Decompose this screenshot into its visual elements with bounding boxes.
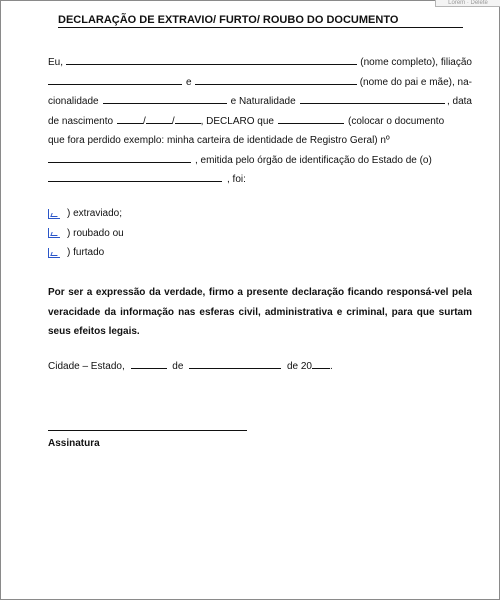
checkbox-icon[interactable]: [48, 228, 60, 238]
text-year-prefix: de 20: [286, 361, 312, 372]
line-nationality: [48, 92, 472, 112]
text-city-state: Cidade – Estado,: [48, 361, 125, 372]
text-parents-hint: (nome do pai e mãe), na-: [359, 76, 472, 88]
text-de: de: [172, 361, 184, 372]
document-type-blank[interactable]: [278, 114, 344, 124]
corner-tab[interactable]: Lorem · Delete: [435, 0, 500, 7]
document-title: DECLARAÇÃO DE EXTRAVIO/ FURTO/ ROUBO DO DOCUMENTO: [58, 13, 463, 28]
option-roubado[interactable]: [48, 224, 124, 244]
line-document-example: [48, 131, 472, 151]
signature-line[interactable]: [48, 430, 247, 431]
month-blank[interactable]: [189, 359, 281, 369]
line-birthdate: [48, 112, 472, 132]
date-slash: /: [143, 115, 146, 127]
text-document-example: que fora perdido exemplo: minha carteira de identidade de Registro Geral) nº: [48, 135, 390, 146]
text-data: , data: [446, 96, 472, 107]
full-name-blank[interactable]: [66, 55, 357, 65]
text-declaro: , DECLARO que: [200, 115, 274, 127]
day-blank[interactable]: [131, 359, 167, 369]
line-parents: [48, 73, 472, 93]
text-birthplace: e Naturalidade: [230, 96, 296, 107]
text-and: e: [186, 76, 192, 88]
text-issued-by: , emitida pelo órgão de identificação do Estado de (o): [195, 154, 432, 166]
line-issued: [48, 151, 472, 171]
checkbox-icon[interactable]: [48, 248, 60, 258]
state-blank[interactable]: [48, 172, 222, 182]
year-blank[interactable]: [312, 359, 330, 369]
text-full-name-hint: (nome completo), filiação: [360, 57, 472, 68]
option-extraviado[interactable]: [48, 204, 124, 224]
date-line: [48, 359, 333, 372]
birth-month-blank[interactable]: [146, 114, 172, 124]
text-foi: , foi:: [227, 174, 246, 185]
line-state: [48, 170, 472, 190]
mother-name-blank[interactable]: [195, 75, 357, 85]
signature-label: Assinatura: [48, 438, 100, 449]
text-eu: Eu,: [48, 57, 64, 68]
checkbox-icon[interactable]: [48, 209, 60, 219]
options-list: [48, 204, 124, 263]
birth-day-blank[interactable]: [117, 114, 143, 124]
birth-year-blank[interactable]: [175, 114, 201, 124]
declaration-body: [48, 53, 472, 190]
option-furtado[interactable]: [48, 243, 124, 263]
birthplace-blank[interactable]: [300, 94, 445, 104]
option-label: ) extraviado;: [67, 208, 123, 220]
text-period: .: [330, 361, 333, 372]
nationality-blank[interactable]: [103, 94, 227, 104]
option-label: ) roubado ou: [67, 227, 124, 239]
father-name-blank[interactable]: [48, 75, 182, 85]
text-document-hint: (colocar o documento: [347, 115, 445, 127]
date-slash: /: [171, 115, 175, 127]
truth-statement: Por ser a expressão da verdade, firmo a presente declaração ficando responsá-vel pela veracidade da informação nas esferas civil, administrativa e criminal, para que surtam seus efeitos legais.: [48, 287, 472, 337]
line-name: [48, 53, 472, 73]
option-label: ) furtado: [67, 247, 105, 259]
text-birthdate: de nascimento: [48, 115, 114, 127]
document-number-blank[interactable]: [48, 153, 191, 163]
text-nationality: cionalidade: [48, 96, 99, 107]
